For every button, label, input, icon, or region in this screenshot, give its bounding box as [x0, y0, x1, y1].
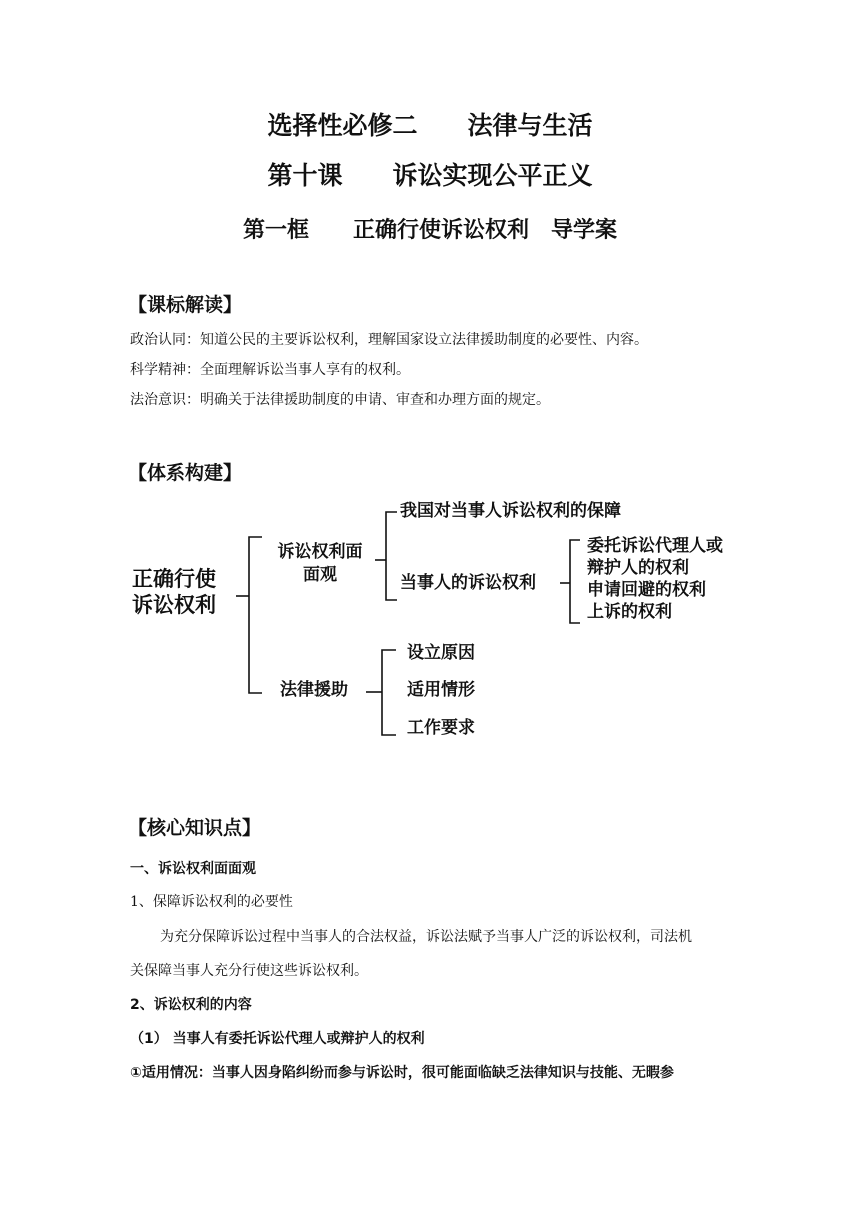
- core-subheading: 1、保障诉讼权利的必要性: [130, 894, 293, 910]
- diagram-root: [132, 566, 216, 618]
- diagram-aid-item: 设立原因: [407, 643, 475, 663]
- diagram-right-item: 申请回避的权利: [587, 580, 706, 600]
- curriculum-item: 政治认同：知道公民的主要诉讼权利，理解国家设立法律援助制度的必要性、内容。: [130, 332, 648, 348]
- diagram-node-litigant-rights: 当事人的诉讼权利: [400, 573, 536, 593]
- branch2-bracket: [382, 650, 396, 735]
- diagram-right-item: 上诉的权利: [587, 602, 672, 622]
- core-paragraph-cont: 关保障当事人充分行使这些诉讼权利。: [130, 963, 368, 979]
- core-subheading-bold: （1） 当事人有委托诉讼代理人或辩护人的权利: [130, 1031, 425, 1047]
- curriculum-item: 科学精神：全面理解诉讼当事人享有的权利。: [130, 362, 410, 378]
- core-subheading-bold: 2、诉讼权利的内容: [130, 997, 252, 1013]
- diagram-right-item: 委托诉讼代理人或: [587, 536, 723, 556]
- diagram-aid-item: 适用情形: [407, 680, 475, 700]
- doc-title-line1: 选择性必修二 法律与生活: [267, 111, 593, 140]
- diagram-branch-rights-overview: [270, 541, 370, 587]
- core-subheading-bold: ①适用情况：当事人因身陷纠纷而参与诉讼时，很可能面临缺乏法律知识与技能、无暇参: [130, 1065, 674, 1081]
- diagram-branch-line: 诉讼权利面: [277, 542, 363, 562]
- diagram-rights-list: [587, 535, 723, 623]
- doc-title-line3: 第一框 正确行使诉讼权利 导学案: [242, 218, 617, 243]
- diagram-root-line: 诉讼权利: [132, 593, 216, 617]
- branch1-bracket: [386, 512, 397, 600]
- diagram-right-item: 辩护人的权利: [587, 558, 689, 578]
- curriculum-item: 法治意识：明确关于法律援助制度的申请、审查和办理方面的规定。: [130, 392, 550, 408]
- core-heading-1: 一、诉讼权利面面观: [130, 861, 256, 877]
- diagram-aid-item: 工作要求: [407, 718, 475, 738]
- rights-bracket: [570, 540, 580, 623]
- section-heading-core: 【核心知识点】: [128, 817, 262, 839]
- root-bracket: [249, 537, 262, 693]
- doc-title-line2: 第十课 诉讼实现公平正义: [267, 161, 593, 190]
- core-paragraph: 为充分保障诉讼过程中当事人的合法权益，诉讼法赋予当事人广泛的诉讼权利，司法机: [160, 929, 692, 945]
- diagram-root-line: 正确行使: [132, 567, 216, 591]
- diagram-branch-line: 面观: [303, 565, 337, 585]
- diagram-branch-legal-aid: 法律援助: [280, 680, 348, 700]
- section-heading-curriculum: 【课标解读】: [128, 294, 243, 316]
- diagram-node-guarantee: 我国对当事人诉讼权利的保障: [400, 501, 621, 521]
- section-heading-system: 【体系构建】: [128, 462, 243, 484]
